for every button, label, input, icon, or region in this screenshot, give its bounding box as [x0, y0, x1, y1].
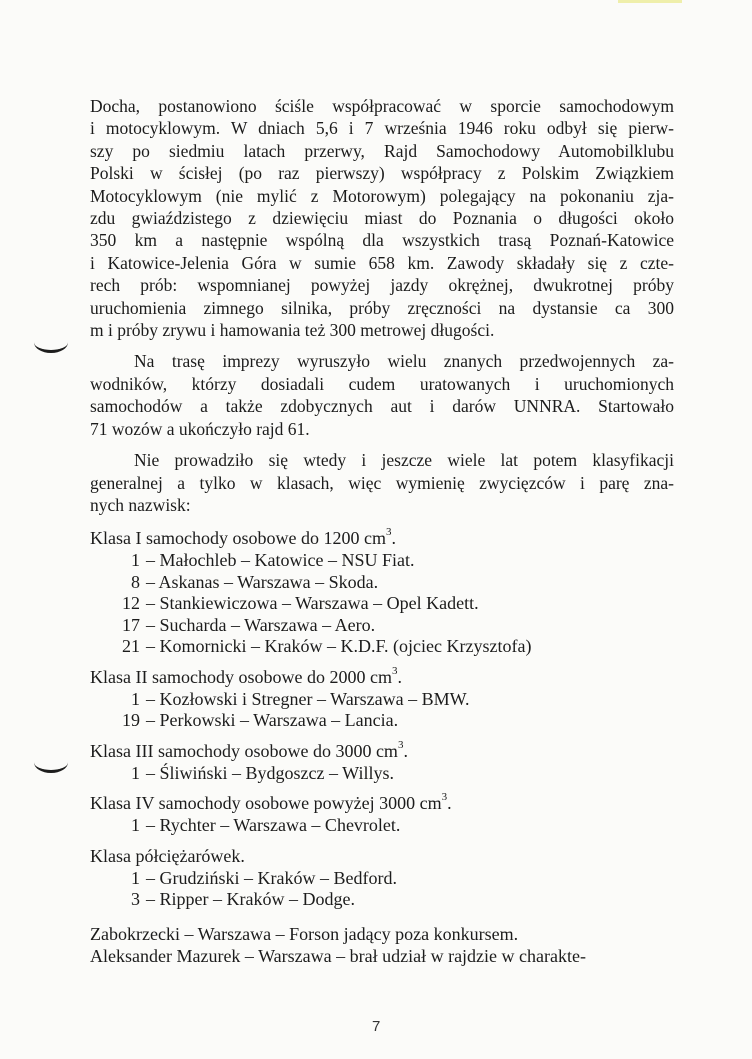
class-heading: Klasa IV samochody osobowe powyżej 3000 $cm^3$.: [90, 791, 452, 814]
text-line: m i próby zrywu i hamowania też 300 metrowej długości.: [90, 320, 495, 341]
class-section: [90, 739, 674, 785]
class-section: [90, 791, 674, 837]
result-entry: 1 – Małochleb – Katowice – NSU Fiat.: [131, 550, 415, 571]
text-line: Polski w ścisłej (po raz pierwszy) współpracy z Polskim Związkiem: [90, 163, 674, 184]
text-line: zdu gwiaździstego z dziewięciu miast do Poznania o długości około: [90, 208, 674, 229]
text-line: 71 wozów a ukończyło rajd 61.: [90, 418, 310, 439]
result-entry: 12 – Stankiewiczowa – Warszawa – Opel Kadett.: [122, 593, 479, 614]
class-section: [90, 665, 674, 732]
result-entry: 1 – Śliwiński – Bydgoszcz – Willys.: [131, 762, 394, 783]
paragraph: [90, 350, 674, 440]
punch-hole-mark: [34, 752, 68, 773]
paragraph: [90, 95, 674, 341]
class-section: [90, 844, 674, 911]
text-line: generalnej a tylko w klasach, więc wymienię zwycięzców i parę zna-: [90, 472, 674, 493]
result-entry: 1 – Grudziński – Kraków – Bedford.: [131, 867, 397, 888]
body-text: [90, 95, 674, 968]
paragraph: [90, 449, 674, 516]
page-number: 7: [372, 1018, 381, 1035]
text-line: uruchomienia zimnego silnika, próby zręczności na dystansie ca 300: [90, 297, 674, 318]
result-entry: 1 – Kozłowski i Stregner – Warszawa – BMW.: [131, 688, 470, 709]
class-heading: Klasa III samochody osobowe do 3000 $cm^3$.: [90, 738, 408, 761]
class-section: [90, 526, 674, 658]
result-entry: 3 – Ripper – Kraków – Dodge.: [131, 889, 355, 910]
text-line: szy po siedmiu latach przerwy, Rajd Samochodowy Automobilklubu: [90, 140, 674, 161]
text-line: 350 km a następnie wspólną dla wszystkich trasą Poznań-Katowice: [90, 230, 674, 251]
result-entry: 21 – Komornicki – Kraków – K.D.F. (ojciec Krzysztofa): [122, 636, 532, 657]
text-line: i motocyklowym. W dniach 5,6 i 7 września 1946 roku odbył się pierw-: [90, 118, 674, 139]
text-line: samochodów a także zdobycznych aut i darów UNNRA. Startowało: [90, 396, 674, 417]
text-line: Zabokrzecki – Warszawa – Forson jadący poza konkursem.: [90, 923, 519, 944]
result-entry: 8 – Askanas – Warszawa – Skoda.: [131, 571, 379, 592]
text-line: Docha, postanowiono ściśle współpracować w sporcie samochodowym: [90, 96, 674, 116]
result-entry: 17 – Sucharda – Warszawa – Aero.: [122, 614, 376, 635]
corner-highlight-mark: [618, 0, 682, 3]
result-entry: 1 – Rychter – Warszawa – Chevrolet.: [131, 815, 401, 836]
punch-hole-mark: [34, 332, 68, 353]
text-line: nych nazwisk:: [90, 494, 191, 515]
text-line: rech prób: wspomnianej powyżej jazdy okrężnej, dwukrotnej próby: [90, 275, 674, 296]
class-heading: Klasa II samochody osobowe do 2000 $cm^3$.: [90, 664, 402, 687]
text-line: Na trasę imprezy wyruszyło wielu znanych przedwojennych za-: [134, 351, 674, 372]
class-heading: Klasa I samochody osobowe do 1200 $cm^3$.: [90, 526, 396, 549]
class-heading: Klasa półciężarówek.: [90, 845, 245, 866]
closing-lines: [90, 923, 674, 968]
text-line: Aleksander Mazurek – Warszawa – brał udział w rajdzie w charakte-: [90, 946, 586, 967]
text-line: Motocyklowym (nie mylić z Motorowym) polegający na pokonaniu zja-: [90, 185, 674, 206]
text-line: wodników, którzy dosiadali cudem uratowanych i uruchomionych: [90, 373, 674, 394]
result-entry: 19 – Perkowski – Warszawa – Lancia.: [122, 710, 399, 731]
text-line: Nie prowadziło się wtedy i jeszcze wiele lat potem klasyfikacji: [134, 450, 674, 471]
text-line: i Katowice-Jelenia Góra w sumie 658 km. Zawody składały się z czte-: [90, 252, 674, 273]
